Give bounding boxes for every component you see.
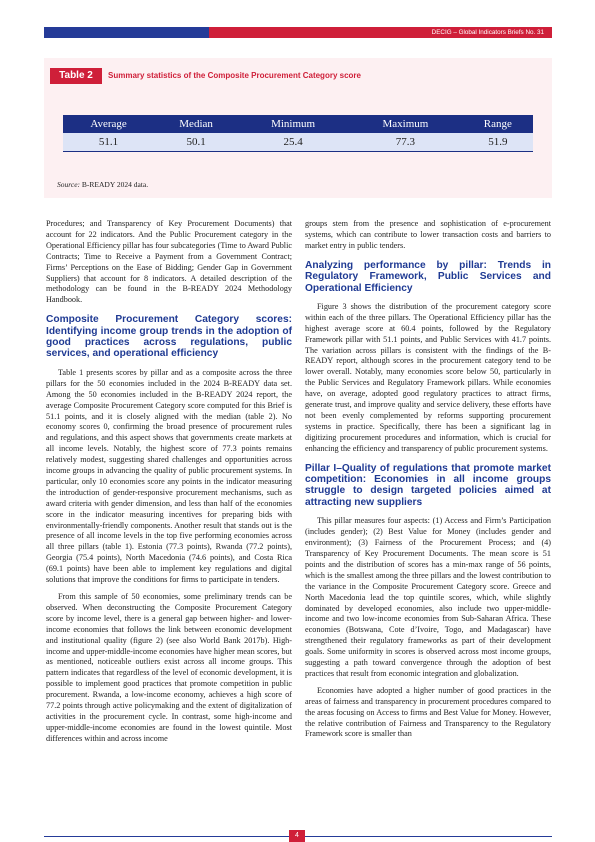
table-header-cell: Median bbox=[154, 115, 238, 133]
table-caption: Summary statistics of the Composite Procurement Category score bbox=[108, 71, 361, 80]
table-2-box bbox=[44, 58, 552, 198]
paragraph: Table 1 presents scores by pillar and as a composite across the three pillars for the 50 economies included in the 2024 B-READY data set. Among the 50 economies included in the B-READY 2024 report, the average Composite Procurement Category score computed for this Brief is 51.1 points, and it is closely aligned with the median (table 2). No economy scores 0, confirming the broad presence of procurement rules and regulations, and this aspect shows that governments create markets at all income levels. Notably, the highest score of 77.3 points remains relatively modest, suggesting shared challenges and opportunities across income groups in advancing the quality of public procurement systems. In particular, only 10 economies score any points in the indicator measuring the introduction of gender-responsive procurement mechanisms, such as award criteria with gender dimension, and less than half of the economies score in the indicator measuring incentives for preparing bids with environmentally-friendly components. Another result that stands out is the presence of all income levels in the top five performing economies across all three pillars (table 1). Estonia (77.3 points), Rwanda (77.2 points), Georgia (75.4 points), North Macedonia (74.6 points), and Costa Rica (69.1 points) have been able to implement key regulations and digital solutions that improve the conditions for firms to participate in tenders. bbox=[46, 367, 292, 585]
header-bar bbox=[44, 27, 552, 38]
table-cell: 50.1 bbox=[154, 133, 238, 152]
summary-statistics-table bbox=[63, 115, 533, 152]
table-header-cell: Minimum bbox=[238, 115, 348, 133]
section-heading: Pillar I–Quality of regulations that promote market competition: Economies in all income groups struggle to design targeted policies aimed at attracting new suppliers bbox=[305, 462, 551, 508]
table-header-row bbox=[63, 115, 533, 133]
page-number: 4 bbox=[289, 830, 305, 842]
table-row bbox=[63, 133, 533, 152]
paragraph: Figure 3 shows the distribution of the procurement category score within each of the three pillars. The Operational Efficiency pillar has the highest average score at 60.4 points, followed by the Regulatory Framework pillar with 51.1 points, and Public Services with 41.7 points. The variation across pillars is consistent with the findings of the B-READY report, although scores in the procurement category tend to be lower overall. Notably, many economies score below 50, particularly in the Public Services and Regulatory Framework pillars. While economies have, on average, adopted good regulatory practices to attract firms, generate trust, and improve quality and service delivery, these efforts have not been evenly complemented by reforms supporting procurement systems in practice. Specifically, there has been a significant lag in digitizing procurement procedures and information, which is crucial for enhancing the efficiency and transparency of public procurement systems. bbox=[305, 301, 551, 453]
header-bar-blue-segment bbox=[44, 27, 209, 38]
section-heading: Analyzing performance by pillar: Trends in Regulatory Framework, Public Services and Operational Efficiency bbox=[305, 259, 551, 294]
paragraph: This pillar measures four aspects: (1) Access and Firm’s Participation (includes gender); (2) Best Value for Money (includes gender and environment); (3) Fairness of the Procurement Process; and (4) Transparency of Key Procurement Documents. The mean score is 51 points and the distribution of scores has a min-max range of 56 points, which is the smallest among the three pillars and the lowest contribution to the variance in the Composite Procurement Category score. Greece and North Macedonia lead the top quintile scores, which, while slightly dominated by developed economies, also include two upper-middle-income and two low-income economies from Sub-Saharan Africa. These economies (Botswana, Cote d’Ivoire, Togo, and Madagascar) have strengthened their regulatory frameworks as part of their development goals. Some uniformity in scores is observed across most income groups, suggesting a path toward convergence through the adoption of best practices that result from economic integration and globalization. bbox=[305, 516, 551, 678]
paragraph: Economies have adopted a higher number of good practices in the areas of fairness and transparency in procurement procedures compared to the areas focusing on Access to firms and Best Value for Money. However, the relative contribution of Fairness and Transparency to the Regulatory Framework score is smaller than bbox=[305, 685, 551, 739]
table-header-cell: Maximum bbox=[348, 115, 463, 133]
table-cell: 51.1 bbox=[63, 133, 154, 152]
table-tag: Table 2 bbox=[50, 68, 102, 84]
table-cell: 51.9 bbox=[463, 133, 533, 152]
table-cell: 77.3 bbox=[348, 133, 463, 152]
source-label: Source: bbox=[57, 180, 81, 189]
table-cell: 25.4 bbox=[238, 133, 348, 152]
paragraph: From this sample of 50 economies, some preliminary trends can be observed. When deconstructing the Composite Procurement Category score by income level, there is a general gap between higher- and lower-income economies that follows the link between economic development and institutional quality (figure 2) (see also World Bank 2017b). High-income and upper-middle-income economies have higher mean scores, but as mentioned, noticeable outliers exist across all income groups. This pattern indicates that regardless of the level of economic development, it is possible to implement good practices that promote competition in public procurement. Rwanda, a low-income economy, achieves a high score of 77.2 points through active policymaking and the extent of digitalization of activities in the procurement cycle. In contrast, some high-income and upper-middle-income economies are found in the lowest quintile. Most differences within and across income bbox=[46, 592, 292, 743]
running-title: DECIG – Global Indicators Briefs No. 31 bbox=[209, 27, 552, 38]
right-column bbox=[305, 219, 551, 746]
table-source bbox=[57, 180, 148, 189]
table-header-cell: Range bbox=[463, 115, 533, 133]
table-header-cell: Average bbox=[63, 115, 154, 133]
paragraph: Procedures; and Transparency of Key Procurement Documents) that account for 22 indicators. And the Public Procurement category in the Operational Efficiency pillar has four subcategories (Time to Award Public Contracts; Time to Receive a Payment from a Government Contract; Firms’ Perceptions on the Ease of Bidding; Gender Gap in Government Suppliers) that account for 8 indicators. A detailed description of the methodology can be found in the B-READY 2024 Methodology Handbook. bbox=[46, 219, 292, 305]
paragraph: groups stem from the presence and sophistication of e-procurement systems, which can contribute to lower transaction costs and barriers to market entry in public tenders. bbox=[305, 219, 551, 250]
left-column bbox=[46, 219, 292, 751]
section-heading: Composite Procurement Category scores: Identifying income group trends in the adoption of good practices across regulations, public services, and operational efficiency bbox=[46, 314, 292, 360]
source-text: B-READY 2024 data. bbox=[81, 180, 149, 189]
